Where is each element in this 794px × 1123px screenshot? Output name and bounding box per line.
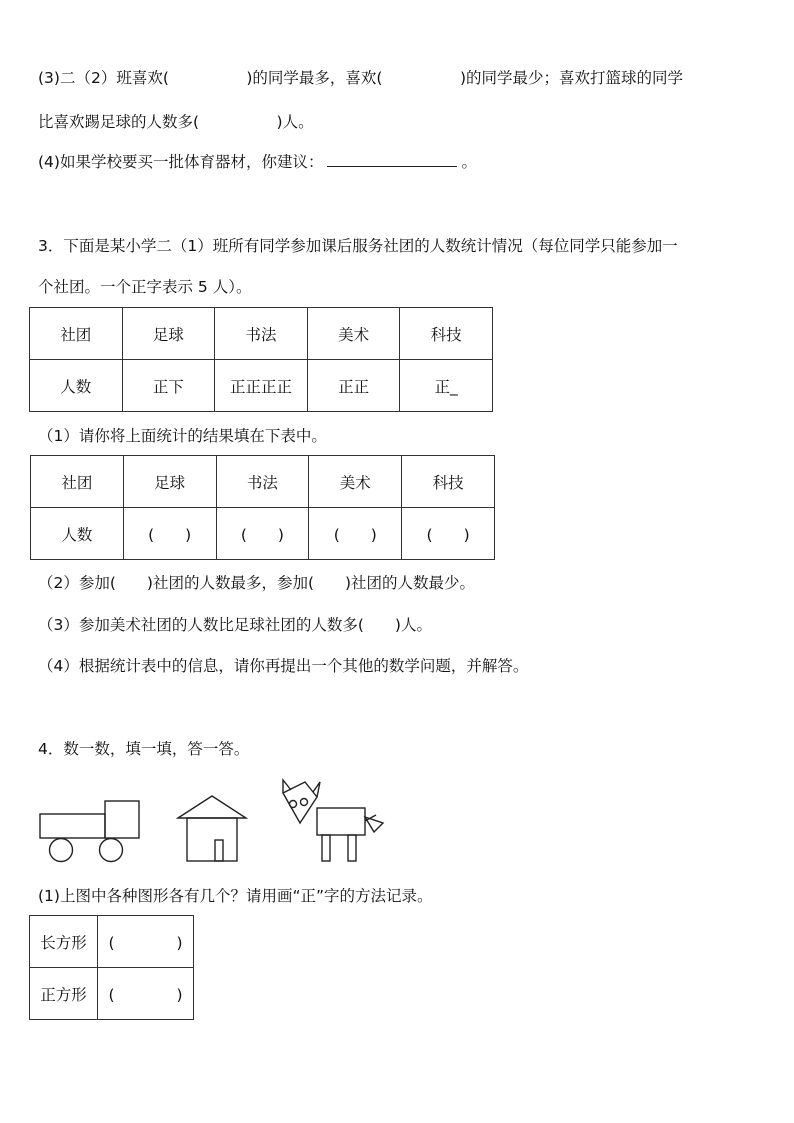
q2-part3-line1: (3)二（2）班喜欢( )的同学最多，喜欢( )的同学最少；喜欢打篮球的同学 — [38, 69, 684, 87]
q3-sub3: （3）参加美术社团的人数比足球社团的人数多( )人。 — [38, 616, 432, 634]
q3-sub1: （1）请你将上面统计的结果填在下表中。 — [38, 427, 327, 445]
header-cell: 科技 — [402, 456, 495, 508]
house-figure — [178, 796, 246, 861]
header-cell: 书法 — [216, 456, 309, 508]
truck-wheel-circle — [50, 839, 73, 862]
header-cell: 足球 — [122, 308, 215, 360]
house-wall-rectangle — [187, 818, 237, 861]
shape-count-table — [29, 915, 194, 1020]
row-label-square: 正方形 — [30, 968, 98, 1020]
truck-cab-square — [105, 801, 139, 838]
truck-body-rectangle — [40, 814, 105, 838]
cow-leg-rectangle — [322, 835, 330, 861]
house-door-rectangle — [215, 840, 223, 861]
cow-ear-right — [313, 782, 320, 797]
header-cell: 社团 — [31, 456, 124, 508]
cow-figure — [283, 780, 383, 861]
answer-cell[interactable]: ( ) — [309, 508, 402, 560]
result-table — [30, 455, 495, 560]
q3-sub4: （4）根据统计表中的信息，请你再提出一个其他的数学问题，并解答。 — [38, 657, 529, 675]
answer-cell[interactable]: ( ) — [98, 916, 194, 968]
q4-sub1: (1)上图中各种图形各有几个？请用画“正”字的方法记录。 — [38, 887, 433, 905]
q3-sub2: （2）参加( )社团的人数最多，参加( )社团的人数最少。 — [38, 574, 476, 592]
cow-eye-circle — [301, 799, 308, 806]
row-label: 人数 — [31, 508, 124, 560]
cow-leg-rectangle — [348, 835, 356, 861]
header-cell: 书法 — [215, 308, 308, 360]
q2-part4-text: (4)如果学校要买一批体育器材，你建议： — [38, 153, 324, 171]
q2-part4-end: 。 — [461, 153, 477, 171]
tally-football: 正下 — [122, 360, 215, 412]
header-cell: 美术 — [309, 456, 402, 508]
header-cell: 美术 — [307, 308, 400, 360]
row-label-rectangle: 长方形 — [30, 916, 98, 968]
tally-art: 正正 — [307, 360, 400, 412]
cow-body-rectangle — [317, 808, 365, 835]
header-cell: 足球 — [123, 456, 216, 508]
q4-intro: 4．数一数，填一填，答一答。 — [38, 740, 250, 758]
cow-eye-circle — [290, 801, 297, 808]
header-cell: 科技 — [400, 308, 493, 360]
q3-intro-line2: 个社团。一个正字表示 5 人）。 — [38, 278, 252, 296]
figures-illustration — [30, 775, 400, 870]
answer-cell[interactable]: ( ) — [402, 508, 495, 560]
q3-intro-line1: 3．下面是某小学二（1）班所有同学参加课后服务社团的人数统计情况（每位同学只能参加一 — [38, 237, 678, 255]
q2-part4 — [38, 152, 477, 172]
tally-technology: 正_ — [400, 360, 493, 412]
answer-blank[interactable] — [327, 152, 457, 167]
q2-part3-line2: 比喜欢踢足球的人数多( )人。 — [38, 113, 314, 131]
header-cell: 社团 — [30, 308, 123, 360]
tally-table — [29, 307, 493, 412]
answer-cell[interactable]: ( ) — [216, 508, 309, 560]
truck-figure — [40, 801, 139, 862]
house-roof-triangle — [178, 796, 246, 818]
tally-calligraphy: 正正正正 — [215, 360, 308, 412]
answer-cell[interactable]: ( ) — [123, 508, 216, 560]
answer-cell[interactable]: ( ) — [98, 968, 194, 1020]
truck-wheel-circle — [100, 839, 123, 862]
row-label: 人数 — [30, 360, 123, 412]
